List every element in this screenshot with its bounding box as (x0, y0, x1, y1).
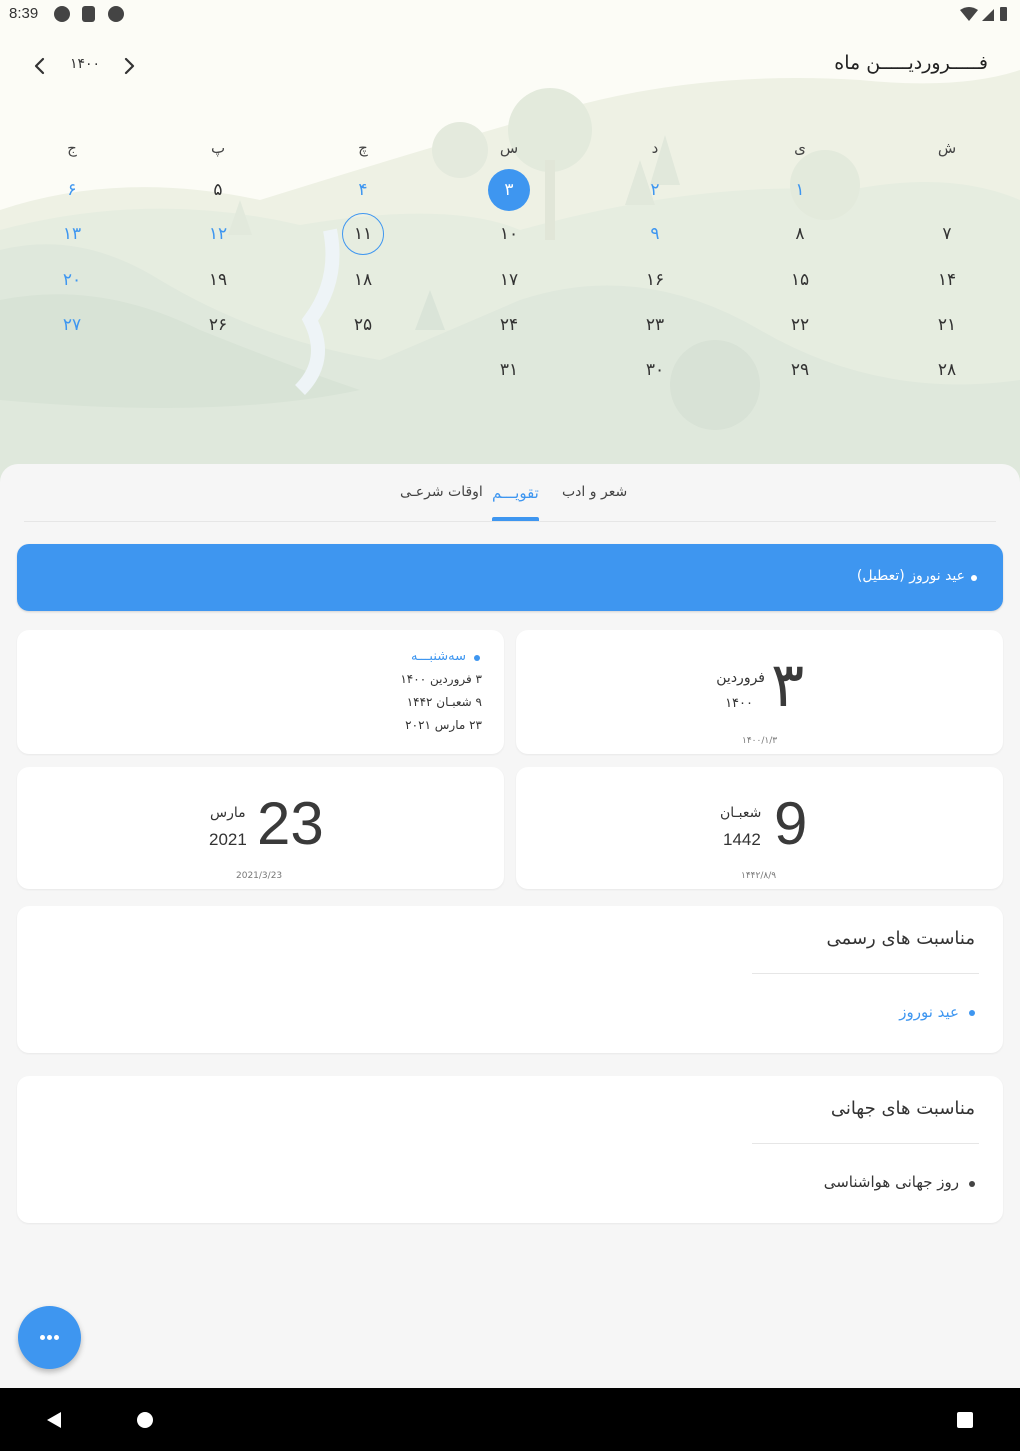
calendar-day-label: ۲۴ (499, 315, 519, 335)
calendar-day-label: ۱۷ (499, 270, 519, 290)
calendar-day[interactable] (479, 170, 539, 210)
official-occasion-item[interactable]: عید نوروز (899, 1003, 959, 1021)
calendar-day[interactable] (917, 260, 977, 300)
calendar-day-label: ۲۵ (353, 315, 373, 335)
calendar-day-label: ۹ (650, 224, 660, 244)
calendar-day-label: ۴ (358, 180, 368, 200)
signal-icon (982, 9, 994, 21)
hijri-date-card[interactable] (516, 767, 1003, 889)
calendar-day-label: ۱۹ (208, 270, 228, 290)
persian-day-number: ۳ (771, 648, 805, 721)
calendar-day-label: ۱۰ (499, 224, 519, 244)
persian-full-date: ۱۴۰۰/۱/۳ (742, 736, 778, 746)
status-time: 8:39 (9, 5, 39, 22)
hijri-day-number: 9 (774, 790, 808, 857)
calendar-day[interactable] (625, 214, 685, 254)
bullet-icon (969, 1181, 975, 1187)
calendar-day[interactable] (479, 214, 539, 254)
calendar-day[interactable] (42, 260, 102, 300)
calendar-day-label: ۱۱ (342, 213, 384, 255)
calendar-day[interactable] (333, 260, 393, 300)
battery-icon (1000, 7, 1007, 21)
persian-date-line: ۳ فروردین ۱۴۰۰ (400, 672, 482, 686)
gregorian-year: 2021 (209, 830, 247, 849)
weekday-header: س (499, 139, 519, 157)
calendar-day-label: ۲۹ (790, 360, 810, 380)
calendar-day[interactable] (770, 214, 830, 254)
banner-text: عید نوروز (تعطیل) (856, 568, 965, 584)
calendar-header (0, 0, 1020, 490)
official-occasions-title: مناسبت های رسمی (826, 928, 975, 949)
app-notification-icon (54, 6, 70, 22)
divider (752, 973, 979, 974)
gregorian-day-number: 23 (257, 790, 324, 857)
tab-prayer-times[interactable]: اوقات شرعـی (400, 484, 483, 500)
world-occasions-card (17, 1076, 1003, 1223)
hijri-full-date: ۱۴۴۲/۸/۹ (741, 871, 777, 881)
sd-card-icon (82, 6, 95, 22)
calendar-day-label: ۲۷ (62, 315, 82, 335)
status-bar (0, 0, 1020, 28)
weekday-header: ش (937, 139, 957, 157)
badge-icon (108, 6, 124, 22)
calendar-day[interactable] (625, 305, 685, 345)
calendar-day[interactable] (770, 260, 830, 300)
wifi-icon (960, 7, 978, 21)
calendar-day-label: ۸ (795, 224, 805, 244)
weekday-header: پ (210, 139, 226, 157)
hijri-date-line: ۹ شعبـان ۱۴۴۲ (406, 695, 482, 709)
calendar-day-label: ۲۲ (790, 315, 810, 335)
calendar-day-label: ۳۰ (645, 360, 665, 380)
more-options-fab[interactable] (18, 1306, 81, 1369)
calendar-day-label: ۶ (67, 180, 77, 200)
back-icon[interactable] (44, 1410, 64, 1430)
active-tab-indicator (492, 517, 539, 521)
calendar-day[interactable] (917, 305, 977, 345)
summary-card[interactable] (17, 630, 504, 754)
year-navigator (28, 52, 148, 80)
calendar-day-label: ۱۵ (790, 270, 810, 290)
calendar-day[interactable] (770, 350, 830, 390)
tab-calendar[interactable]: تقویـــم (492, 484, 539, 502)
persian-year: ۱۴۰۰ (725, 696, 753, 711)
calendar-day[interactable] (188, 305, 248, 345)
calendar-day-label: ۲۱ (937, 315, 957, 335)
calendar-day[interactable] (479, 260, 539, 300)
weekday-header: د (651, 139, 659, 157)
calendar-day[interactable] (188, 214, 248, 254)
home-icon[interactable] (136, 1411, 154, 1429)
calendar-day[interactable] (333, 214, 393, 254)
weekday-header: ج (67, 139, 77, 157)
gregorian-month-name: مارس (210, 805, 246, 821)
weekday-label: سه‌شنبـــه (411, 649, 466, 664)
calendar-day[interactable] (188, 260, 248, 300)
tab-bar (24, 464, 996, 522)
month-title: فـــــرورديـــــن ماه (834, 52, 988, 74)
gregorian-date-card[interactable] (17, 767, 504, 889)
gregorian-full-date: 2021/3/23 (236, 871, 283, 881)
tab-poetry[interactable]: شعر و ادب (562, 484, 628, 500)
calendar-day-label: ۳ (488, 169, 530, 211)
hijri-year: 1442 (723, 830, 761, 849)
calendar-day-label: ۱۲ (208, 224, 228, 244)
calendar-day[interactable] (333, 170, 393, 210)
year-label: ۱۴۰۰ (70, 56, 101, 72)
calendar-day-label: ۵ (213, 180, 223, 200)
calendar-day[interactable] (917, 214, 977, 254)
calendar-day-label: ۲ (650, 180, 660, 200)
calendar-day[interactable] (917, 350, 977, 390)
calendar-day-label: ۳۱ (499, 360, 519, 380)
calendar-day-label: ۷ (942, 224, 952, 244)
bullet-icon (474, 655, 480, 661)
weekday-header: چ (358, 139, 368, 157)
calendar-day-label: ۲۰ (62, 270, 82, 290)
calendar-day[interactable] (625, 350, 685, 390)
divider (752, 1143, 979, 1144)
calendar-day[interactable] (188, 170, 248, 210)
calendar-day[interactable] (770, 305, 830, 345)
calendar-day-label: ۱۶ (645, 270, 665, 290)
calendar-day[interactable] (42, 170, 102, 210)
calendar-day-label: ۲۳ (645, 315, 665, 335)
chevron-right-icon[interactable] (117, 54, 141, 78)
calendar-day[interactable] (333, 305, 393, 345)
hijri-month-name: شعبـان (720, 805, 762, 821)
details-sheet (0, 464, 1020, 1388)
official-occasions-card (17, 906, 1003, 1053)
calendar-day[interactable] (625, 260, 685, 300)
calendar-day-label: ۲۶ (208, 315, 228, 335)
calendar-day-label: ۲۸ (937, 360, 957, 380)
calendar-day-label: ۱۴ (937, 270, 957, 290)
calendar-day[interactable] (42, 305, 102, 345)
calendar-day[interactable] (42, 214, 102, 254)
bullet-icon (971, 575, 977, 581)
calendar-day[interactable] (479, 305, 539, 345)
system-navigation-bar (0, 1388, 1020, 1451)
world-occasions-title: مناسبت های جهانی (830, 1098, 975, 1119)
chevron-left-icon[interactable] (28, 54, 52, 78)
persian-month-name: فروردین (716, 670, 765, 686)
calendar-day-label: ۱۳ (62, 224, 82, 244)
recents-icon[interactable] (956, 1411, 974, 1429)
calendar-day-label: ۱۸ (353, 270, 373, 290)
calendar-day-label: ۱ (795, 180, 805, 200)
calendar-day[interactable] (770, 170, 830, 210)
holiday-banner[interactable] (17, 544, 1003, 611)
calendar-day[interactable] (625, 170, 685, 210)
persian-date-card[interactable] (516, 630, 1003, 754)
bullet-icon (969, 1010, 975, 1016)
system-status-icons (960, 6, 1010, 22)
world-occasion-item[interactable]: روز جهانی هواشناسی (823, 1173, 959, 1191)
weekday-header: ی (794, 139, 806, 157)
calendar-day[interactable] (479, 350, 539, 390)
gregorian-date-line: ۲۳ مارس ۲۰۲۱ (405, 718, 482, 732)
